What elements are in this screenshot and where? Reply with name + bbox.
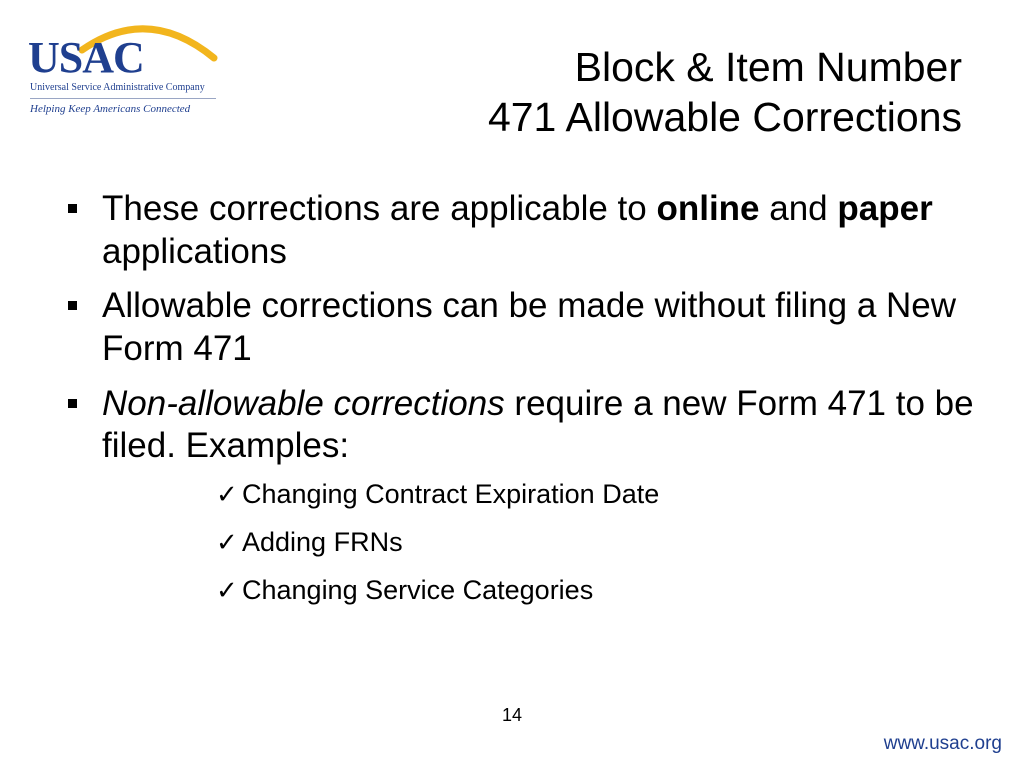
bullet-text: These corrections are applicable to [102, 189, 657, 228]
example-text: Changing Service Categories [242, 575, 594, 606]
bullet-emphasis-online: online [656, 189, 760, 228]
example-item [216, 470, 974, 518]
example-item [216, 566, 974, 614]
bullet-list [64, 188, 974, 626]
example-text: Adding FRNs [242, 527, 403, 558]
slide-title [488, 42, 962, 142]
square-bullet-icon [68, 204, 77, 213]
bullet-emphasis-non-allowable: Non-allowable corrections [102, 383, 505, 423]
bullet-item [64, 383, 974, 614]
slide-title-line-2: 471 Allowable Corrections [487, 94, 962, 141]
bullet-item [64, 188, 974, 273]
square-bullet-icon [68, 301, 77, 310]
footer-url-link[interactable]: www.usac.org [883, 733, 1002, 754]
checkmark-icon: ✓ [216, 527, 238, 558]
example-text: Changing Contract Expiration Date [242, 479, 660, 510]
square-bullet-icon [68, 399, 77, 408]
bullet-emphasis-paper: paper [837, 189, 933, 228]
bullet-text: and [759, 189, 838, 228]
checkmark-icon: ✓ [216, 575, 238, 606]
examples-list [102, 470, 974, 614]
page-number: 14 [501, 705, 523, 725]
slide-title-line-1: Block & Item Number [574, 44, 962, 90]
logo-divider [30, 98, 216, 99]
logo-wordmark: USAC [28, 33, 144, 82]
bullet-text: Allowable corrections can be made without filing a New Form 471 [102, 286, 957, 369]
example-item [216, 518, 974, 566]
bullet-text: require a new Form 471 to be filed. Examples: [102, 383, 974, 466]
usac-logo [18, 10, 218, 120]
logo-tagline: Helping Keep Americans Connected [30, 103, 191, 115]
bullet-text: applications [102, 231, 287, 271]
checkmark-icon: ✓ [216, 479, 238, 510]
logo-subtitle: Universal Service Administrative Company [30, 82, 205, 93]
bullet-item [64, 285, 974, 370]
